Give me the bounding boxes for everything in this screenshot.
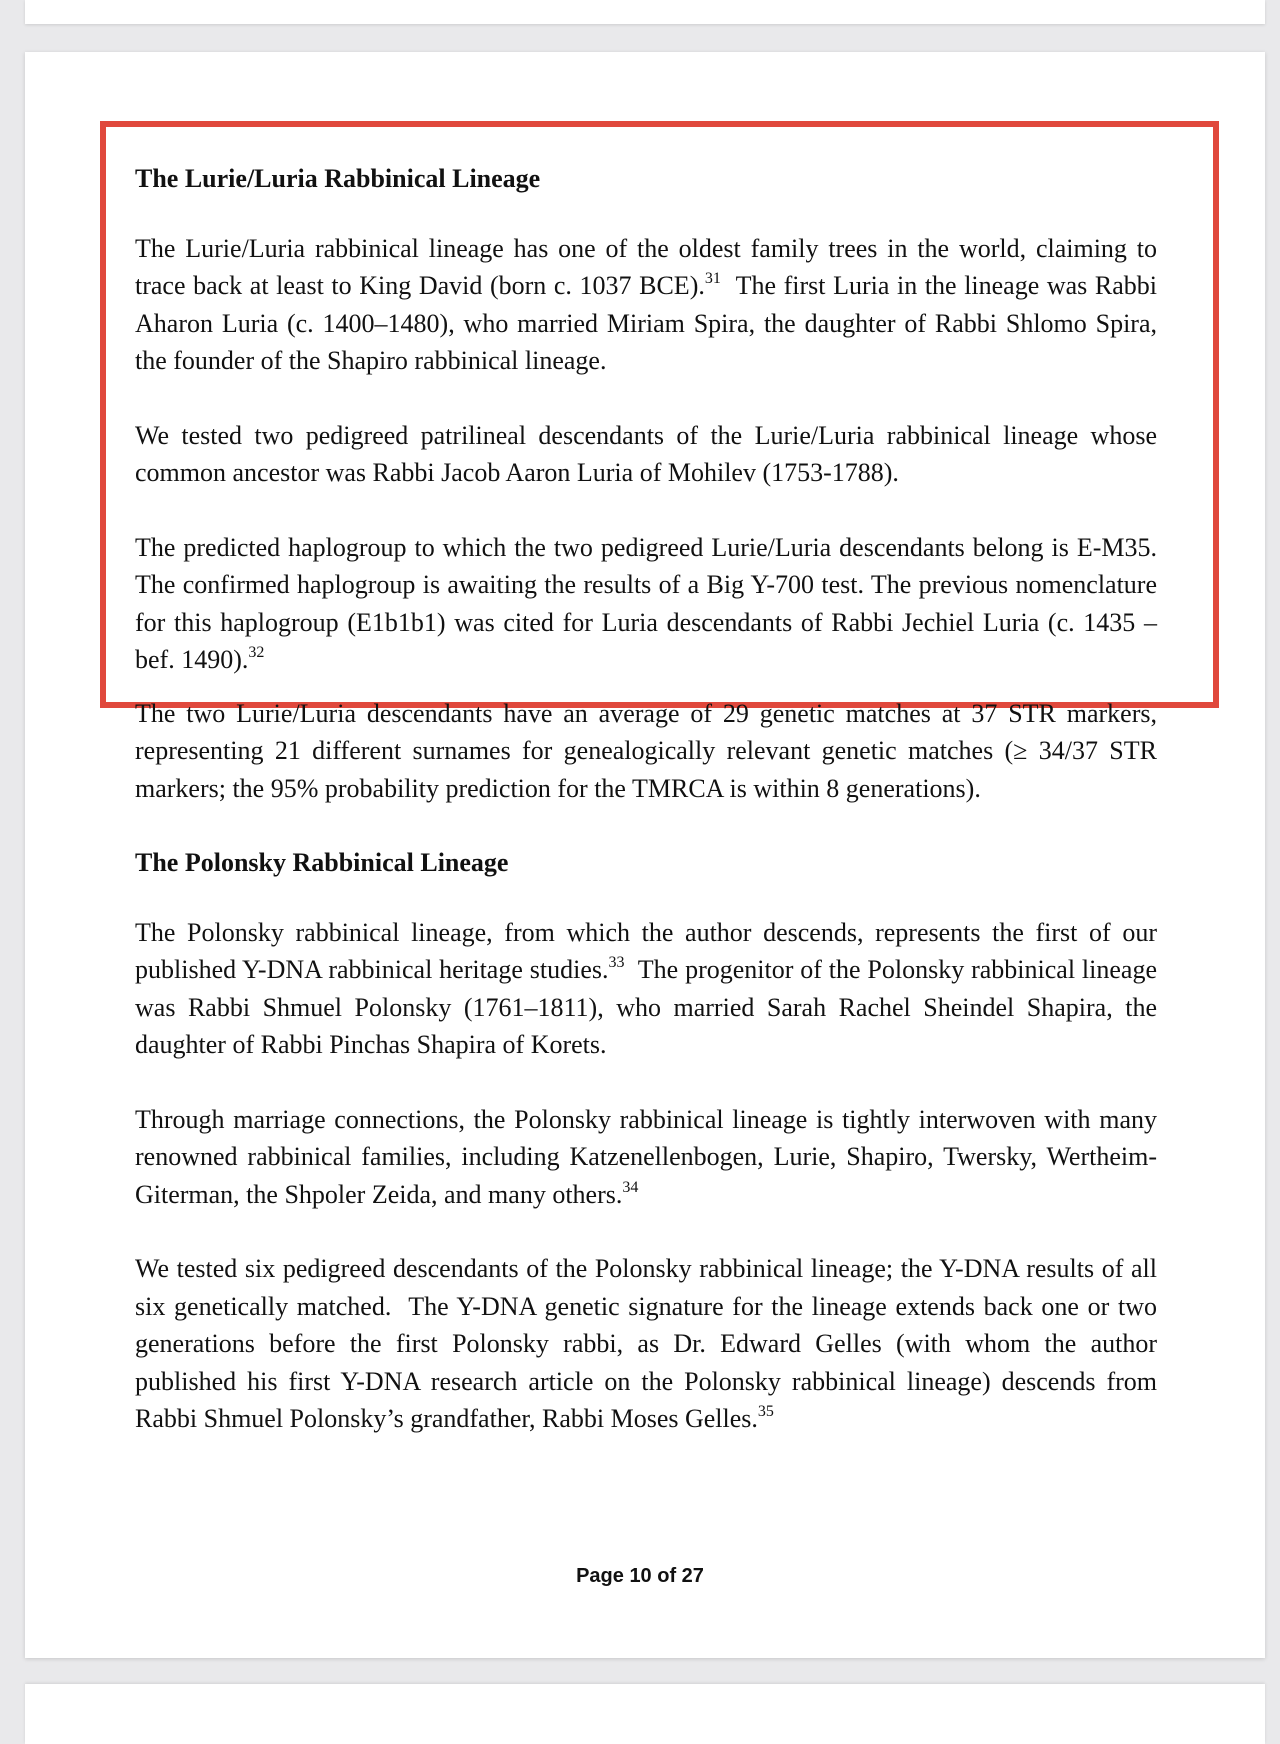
paragraph-lurie-haplogroup: The predicted haplogroup to which the two pedigreed Lurie/Luria descendants belong is E-M35. The confirmed haplogroup is awaiting the results of a Big Y-700 test. The previous nomenclature for this haplogroup (E1b1b1) was cited for Luria descendants of Rabbi Jechiel Luria (c. 1435 – bef. 1490).$^{32}$ xyxy=(135,532,1170,674)
paragraph-polonsky-intro: The Polonsky rabbinical lineage, from which the author descends, represents the first of our published Y-DNA rabbinical heritage studies.$^{33}$ The progenitor of the Polonsky rabbinical lineage was Rabbi Shmuel Polonsky (1761–1811), who married Sarah Rachel Sheindel Shapira, the daughter of Rabbi Pinchas Shapira of Korets. xyxy=(135,917,1164,1059)
footnote-ref[interactable]: 34 xyxy=(622,1178,639,1196)
next-page-edge xyxy=(25,1684,1265,1744)
page-content xyxy=(135,160,1170,1438)
section-heading-polonsky: The Polonsky Rabbinical Lineage xyxy=(135,848,509,877)
previous-page-edge xyxy=(25,0,1265,24)
paragraph-polonsky-tested: We tested six pedigreed descendants of the Polonsky rabbinical lineage; the Y-DNA results of all six genetically matched. The Y-DNA genetic signature for the lineage extends back one or two generations before the first Polonsky rabbi, as Dr. Edward Gelles (with whom the author published his first Y-DNA research article on the Polonsky rabbinical lineage) descends from Rabbi Shmuel Polonsky’s grandfather, Rabbi Moses Gelles.$^{35}$ xyxy=(135,1254,1164,1433)
footnote-ref[interactable]: 32 xyxy=(248,644,265,661)
paragraph-lurie-intro: The Lurie/Luria rabbinical lineage has one of the oldest family trees in the world, claiming to trace back at least to King David (born c. 1037 BCE).$^{31}$ The first Luria in the lineage was Rabbi Aharon Luria (c. 1400–1480), who married Miriam Spira, the daughter of Rabbi Shlomo Spira, the founder of the Shapiro rabbinical lineage. xyxy=(135,233,1164,375)
footnote-ref[interactable]: 33 xyxy=(608,954,625,971)
paragraph-polonsky-marriage: Through marriage connections, the Polonsky rabbinical lineage is tightly interwoven with many renowned rabbinical families, including Katzenellenbogen, Lurie, Shapiro, Twersky, Wertheim-Giterman, the Shpoler Zeida, and many others.$^{34}$ xyxy=(135,1104,1157,1209)
paragraph-lurie-matches: The two Lurie/Luria descendants have an average of 29 genetic matches at 37 STR markers, representing 21 different surnames for genealogically relevant genetic matches (≥ 34/37 STR markers; the 95% probability prediction for the TMRCA is within 8 generations). xyxy=(135,698,1157,803)
paragraph-lurie-tested: We tested two pedigreed patrilineal descendants of the Lurie/Luria rabbinical lineage whose common ancestor was Rabbi Jacob Aaron Luria of Mohilev (1753-1788). xyxy=(135,420,1157,487)
footnote-ref[interactable]: 35 xyxy=(757,1403,774,1420)
page-number: Page 10 of 27 xyxy=(576,1565,704,1587)
section-heading-lurie: The Lurie/Luria Rabbinical Lineage xyxy=(135,164,541,193)
footnote-ref[interactable]: 31 xyxy=(704,270,721,287)
